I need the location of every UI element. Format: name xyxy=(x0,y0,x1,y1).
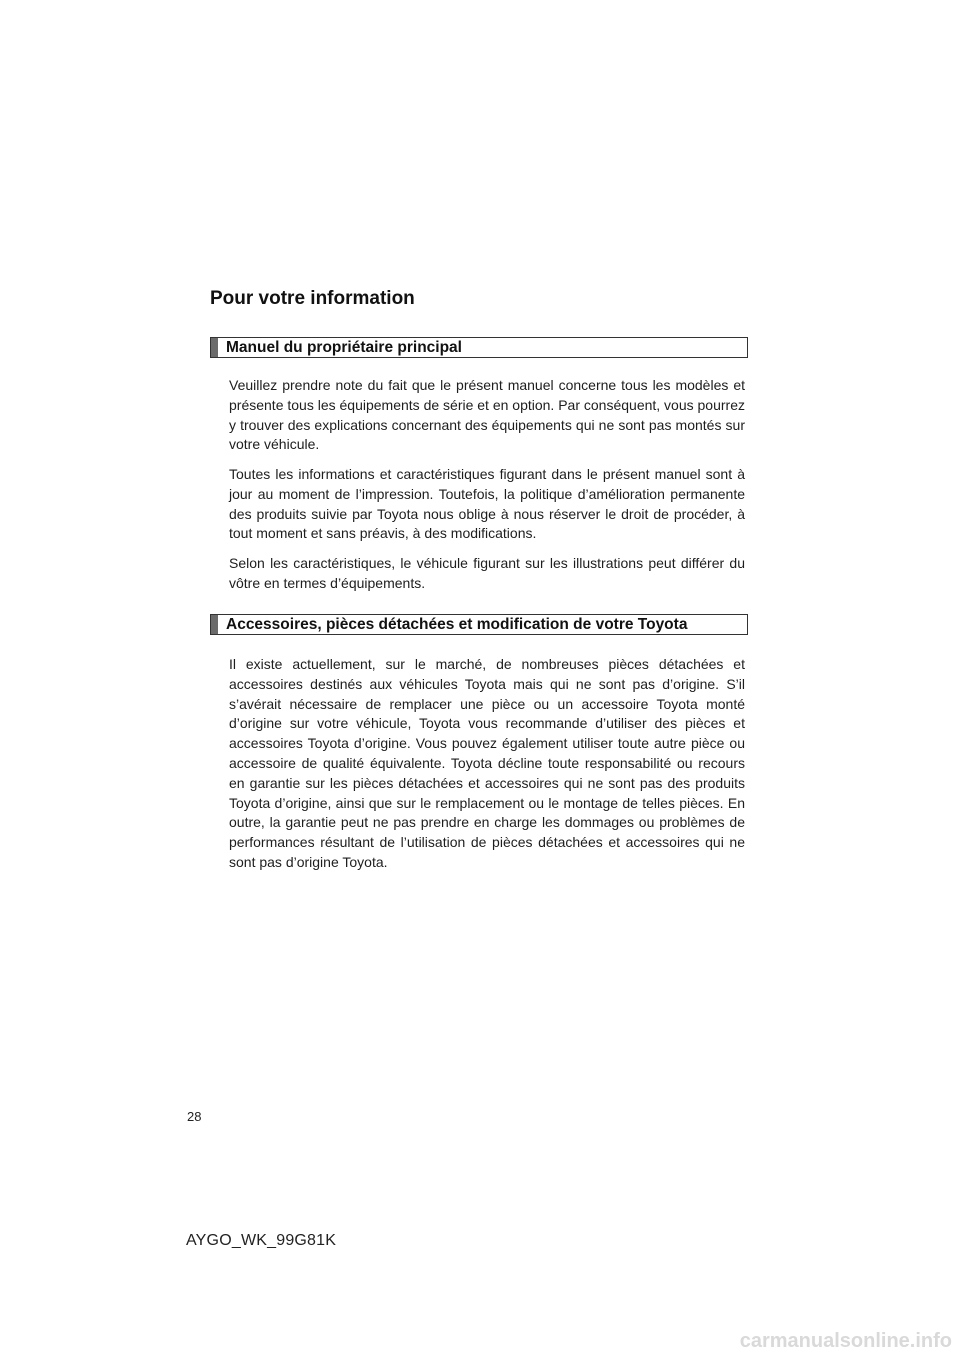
page-title: Pour votre information xyxy=(210,288,415,309)
section-title: Accessoires, pièces détachées et modification de votre Toyota xyxy=(226,616,688,633)
section-header-owners-manual xyxy=(210,337,748,358)
section-header-accessories xyxy=(210,614,748,635)
section-title: Manuel du propriétaire principal xyxy=(226,339,462,356)
paragraph: Il existe actuellement, sur le marché, de nombreuses pièces détachées et accessoires destinés aux véhicules Toyota mais qui ne sont pas d’origine. S’il s’avérait nécessaire de remplacer une pièce ou un accessoire Toyota monté d’origine sur votre véhicule, Toyota vous recommande d’utiliser des pièces et accessoires Toyota d’origine. Vous pouvez également utiliser toute autre pièce ou accessoire de qualité équivalente. Toyota décline toute responsabilité ou recours en garantie sur les pièces détachées et accessoires qui ne sont pas des produits Toyota d’origine, ainsi que sur le remplacement ou le montage de telles pièces. En outre, la garantie peut ne pas prendre en charge les dommages ou problèmes de performances résultant de l’utilisation de pièces détachées et accessoires qui ne sont pas d’origine Toyota. xyxy=(229,656,745,870)
section-marker-bar xyxy=(211,615,218,634)
paragraph: Toutes les informations et caractéristiques figurant dans le présent manuel sont à jour au moment de l’impression. Toutefois, la politique d’amélioration permanente des produits suivie par Toyota nous oblige à nous réserver le droit de procéder, à tout moment et sans préavis, à des modifications. xyxy=(229,466,745,542)
section-marker-bar xyxy=(211,338,218,357)
paragraph: Veuillez prendre note du fait que le présent manuel concerne tous les modèles et présente tous les équipements de série et en option. Par conséquent, vous pourrez y trouver des explications concernant des équipements qui ne sont pas montés sur votre véhicule. xyxy=(229,377,745,453)
document-code: AYGO_WK_99G81K xyxy=(186,1232,337,1249)
paragraph: Selon les caractéristiques, le véhicule figurant sur les illustrations peut différer du vôtre en termes d’équipements. xyxy=(229,555,745,591)
page-number: 28 xyxy=(187,1109,202,1124)
watermark: carmanualsonline.info xyxy=(739,1330,952,1352)
